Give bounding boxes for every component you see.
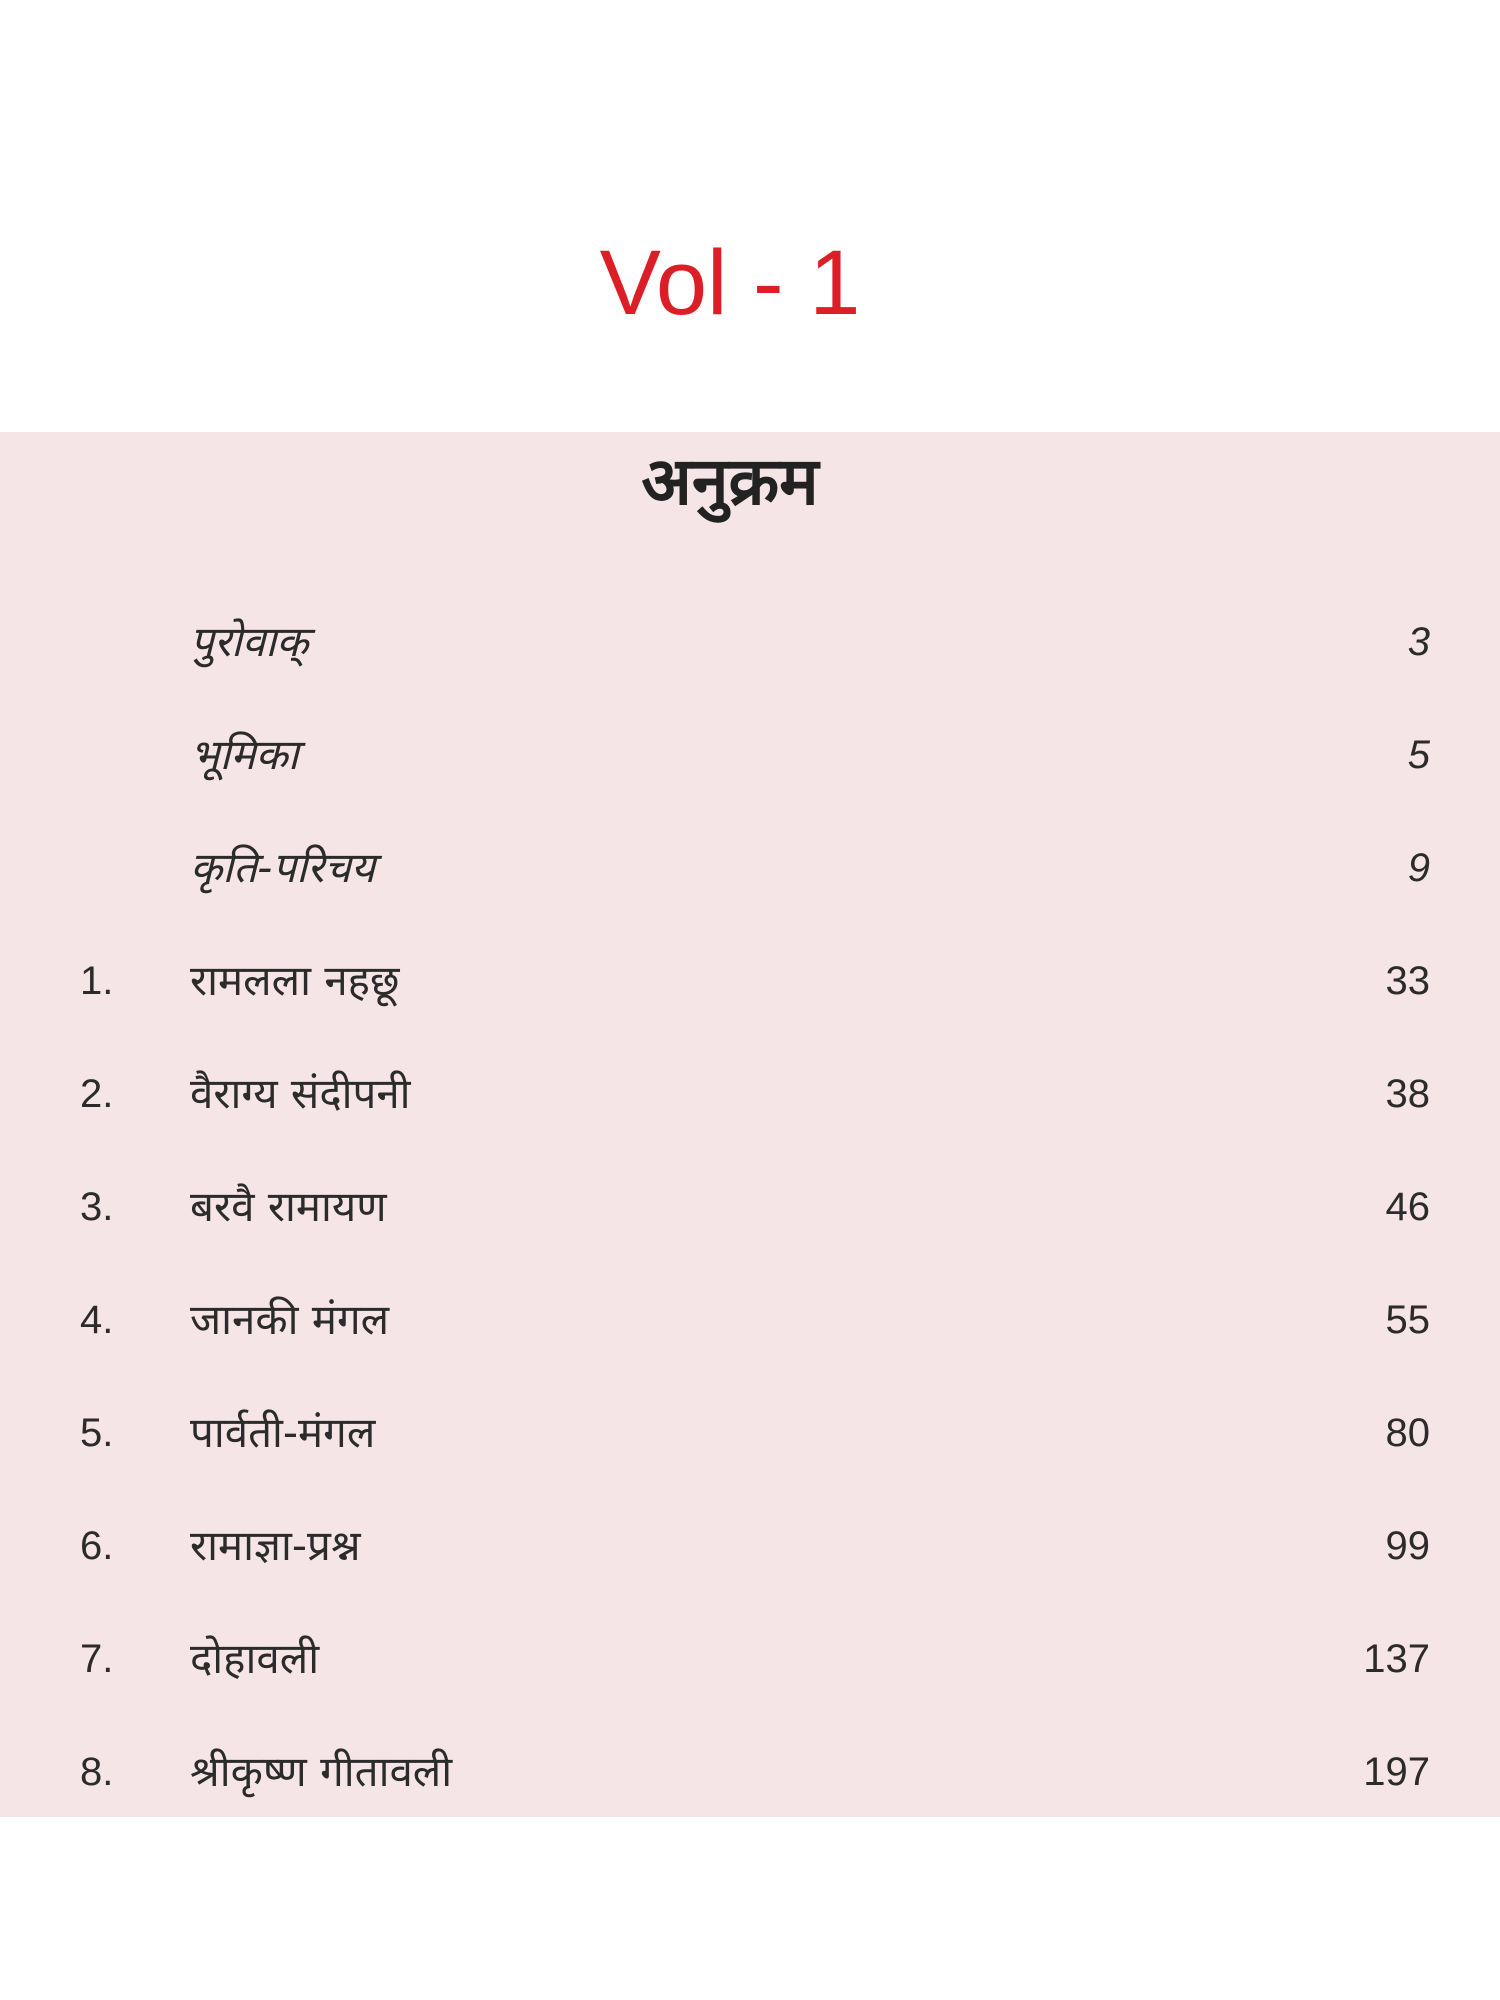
toc-entry-number: 4. <box>80 1298 114 1342</box>
volume-title: Vol - 1 <box>599 232 861 334</box>
contents-page <box>0 432 1500 1817</box>
toc-entry-page: 46 <box>1385 1185 1430 1229</box>
contents-heading: अनुक्रम <box>641 443 819 520</box>
toc-entry-title: पार्वती-मंगल <box>190 1408 376 1457</box>
toc-entry-chapter[interactable] <box>0 1054 1500 1134</box>
toc-entry-title: जानकी मंगल <box>190 1295 390 1344</box>
toc-entry-title: पुरोवाक् <box>190 617 309 666</box>
toc-entry-chapter[interactable] <box>0 1393 1500 1473</box>
toc-entry-title: कृति-परिचय <box>190 843 376 892</box>
toc-entry-title: रामलला नहछू <box>190 956 400 1005</box>
toc-entry-number: 8. <box>80 1750 114 1794</box>
toc-entry-number: 1. <box>80 959 114 1003</box>
toc-entry-title: दोहावली <box>190 1634 320 1683</box>
toc-entry-number: 5. <box>80 1411 114 1455</box>
toc-entry-title: बरवै रामायण <box>190 1182 387 1231</box>
toc-entry-page: 137 <box>1363 1637 1430 1681</box>
toc-entry-page: 3 <box>1407 620 1430 664</box>
toc-entry-page: 197 <box>1363 1750 1430 1794</box>
toc-entry-title: वैराग्य संदीपनी <box>190 1069 411 1118</box>
toc-entry-front[interactable] <box>0 828 1500 908</box>
toc-entry-chapter[interactable] <box>0 1167 1500 1247</box>
toc-entry-number: 6. <box>80 1524 114 1568</box>
toc-entry-page: 99 <box>1385 1524 1430 1568</box>
toc-entry-number: 2. <box>80 1072 114 1116</box>
toc-entry-page: 55 <box>1385 1298 1430 1342</box>
toc-entry-chapter[interactable] <box>0 1280 1500 1360</box>
toc-entry-chapter[interactable] <box>0 1506 1500 1586</box>
toc-entry-page: 5 <box>1407 733 1430 777</box>
toc-entry-page: 80 <box>1385 1411 1430 1455</box>
toc-entry-title: भूमिका <box>190 730 299 779</box>
toc-entry-number: 3. <box>80 1185 114 1229</box>
toc-entry-chapter[interactable] <box>0 941 1500 1021</box>
toc-entry-number: 7. <box>80 1637 114 1681</box>
toc-entry-front[interactable] <box>0 715 1500 795</box>
toc-entry-page: 38 <box>1385 1072 1430 1116</box>
toc-entry-chapter[interactable] <box>0 1619 1500 1699</box>
toc-entry-page: 33 <box>1385 959 1430 1003</box>
toc-entry-title: रामाज्ञा-प्रश्न <box>190 1521 361 1570</box>
toc-entry-front[interactable] <box>0 602 1500 682</box>
toc-entry-chapter[interactable] <box>0 1732 1500 1812</box>
toc-entry-title: श्रीकृष्ण गीतावली <box>190 1747 453 1796</box>
toc-entry-page: 9 <box>1407 846 1430 890</box>
